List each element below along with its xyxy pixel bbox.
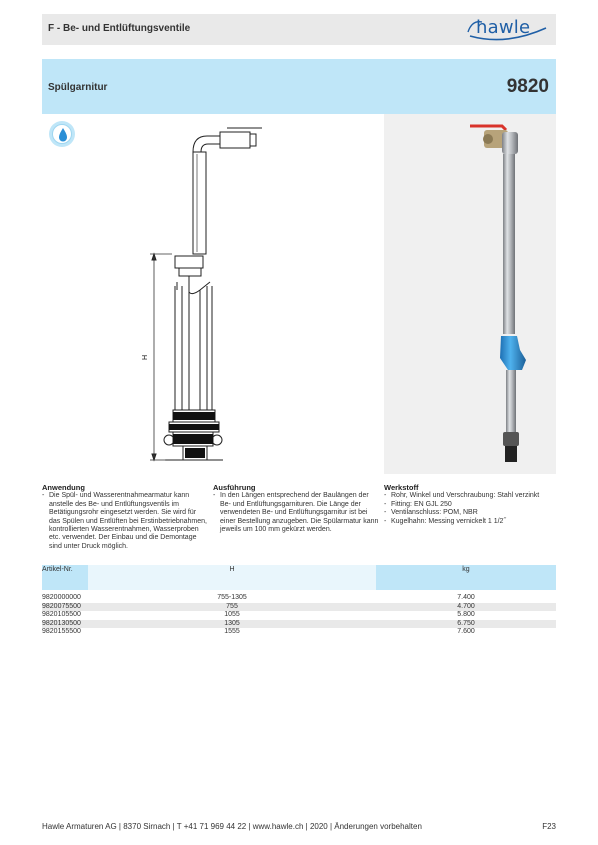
assembly-drawing xyxy=(42,114,384,474)
product-title-band xyxy=(42,59,556,114)
product-images xyxy=(42,114,556,474)
product-photo xyxy=(384,114,556,474)
werkstoff-item: - Fitting: EN GJL 250 xyxy=(384,501,556,509)
water-drop-icon xyxy=(49,121,75,147)
werkstoff-item: - Rohr, Winkel und Verschraubung: Stahl verzinkt xyxy=(384,492,556,500)
section-anwendung xyxy=(42,484,208,551)
product-photo-render xyxy=(384,114,556,474)
dimension-label: H xyxy=(142,354,149,360)
cell-kg: 4.700 xyxy=(457,602,475,610)
cell-kg: 7.400 xyxy=(457,594,475,601)
cell-kg: 5.800 xyxy=(457,611,475,618)
cell-article: 9820155500 xyxy=(42,628,81,635)
section-title-anwendung: Anwendung xyxy=(42,483,85,492)
table-row xyxy=(42,594,556,603)
cell-article: 9820105500 xyxy=(42,611,81,618)
cell-h: 755 xyxy=(226,602,238,610)
cell-h: 1305 xyxy=(224,619,240,627)
logo-text: hawle xyxy=(476,17,531,38)
werkstoff-item: - Ventilanschluss: POM, NBR xyxy=(384,509,556,517)
section-title: F - Be- und Entlüftungsventile xyxy=(48,23,191,34)
cell-article: 9820000000 xyxy=(42,594,81,601)
section-title-werkstoff: Werkstoff xyxy=(384,483,419,492)
cell-article: 9820075500 xyxy=(42,602,81,610)
table-row xyxy=(42,628,556,637)
column-header-kg: kg xyxy=(376,565,556,590)
page-number: F23 xyxy=(542,822,556,831)
cell-kg: 6.750 xyxy=(457,619,475,627)
table-row xyxy=(42,620,556,629)
page-header xyxy=(42,14,556,45)
table-row xyxy=(42,611,556,620)
footer-company-info: Hawle Armaturen AG | 8370 Sirnach | T +41 71 969 44 22 | www.hawle.ch | 2020 | Änderungen vorbehalten xyxy=(42,822,422,831)
ausfuehrung-item: - In den Längen entsprechend der Baulängen der Be- und Entlüftungsgarnituren. Die Länge der verwendeten Be- und Entlüftungsgarnitur ist bei einer Bestellung anzugeben. Die Spülarmatur kann jeweils um 100 mm gekürzt werden. xyxy=(213,492,379,534)
cell-kg: 7.600 xyxy=(457,628,475,635)
cell-article: 9820130500 xyxy=(42,619,81,627)
werkstoff-item: - Kugelhahn: Messing vernickelt 1 1/2˝ xyxy=(384,518,556,526)
section-werkstoff xyxy=(384,484,556,526)
table-header xyxy=(42,565,556,590)
hawle-logo[interactable] xyxy=(466,16,550,42)
product-number: 9820 xyxy=(506,76,549,97)
anwendung-item: - Die Spül- und Wasserentnahmearmatur kann anstelle des Be- und Entlüftungsventils im Betätigungsrohr eingesetzt werden. Sie wird für das Spülen und Entlüften bei Erstinbetriebnahmen, kontrollierten Wasserentnahmen, Wasserproben etc. verwendet. Der Einbau und die Demontage sind unter Druck möglich. xyxy=(42,492,208,551)
column-header-h: H xyxy=(88,565,376,590)
table-row xyxy=(42,603,556,612)
cell-h: 1055 xyxy=(224,611,240,618)
product-name: Spülgarnitur xyxy=(48,82,108,93)
section-title-ausfuehrung: Ausführung xyxy=(213,483,256,492)
cell-h: 1555 xyxy=(224,628,240,635)
cell-h: 755-1305 xyxy=(217,594,247,601)
column-header-article: Artikel-Nr. xyxy=(42,565,88,590)
technical-drawing xyxy=(42,114,384,474)
article-table xyxy=(42,565,556,637)
section-ausfuehrung xyxy=(213,484,379,534)
